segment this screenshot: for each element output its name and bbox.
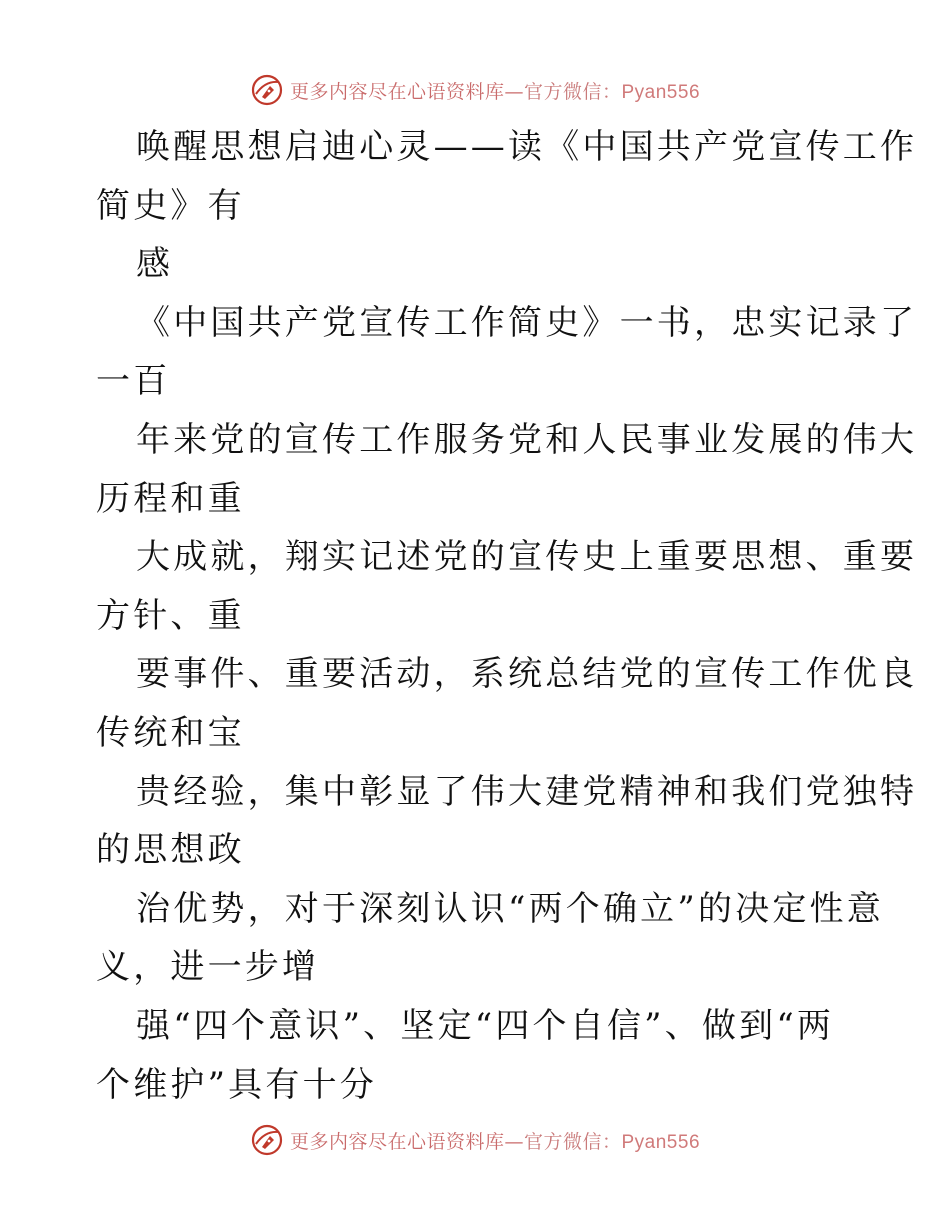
text-line: 传统和宝 xyxy=(96,712,245,753)
text-line: 个维护”具有十分 xyxy=(96,1064,377,1105)
text-line: 的思想政 xyxy=(96,830,245,871)
banner-text: 更多内容尽在心语资料库—官方微信：Pyan556 xyxy=(289,80,701,103)
text-line: 简史》有 xyxy=(96,185,245,226)
text-line: 义，进一步增 xyxy=(96,947,320,988)
text-line: 年来党的宣传工作服务党和人民事业发展的伟大 xyxy=(136,419,918,460)
pen-nib-logo-icon xyxy=(250,73,284,107)
text-line: 治优势，对于深刻认识“两个确立”的决定性意 xyxy=(136,888,884,929)
text-line: 方针、重 xyxy=(96,595,245,636)
text-line: 大成就，翔实记述党的宣传史上重要思想、重要 xyxy=(136,537,918,578)
text-line: 感 xyxy=(136,244,174,285)
header-banner xyxy=(0,70,950,110)
text-line: 一百 xyxy=(96,361,171,402)
text-line: 《中国共产党宣传工作简史》一书，忠实记录了 xyxy=(136,302,918,343)
text-line: 要事件、重要活动，系统总结党的宣传工作优良 xyxy=(136,654,918,695)
footer-banner xyxy=(0,1120,950,1160)
pen-nib-logo-icon xyxy=(250,1123,284,1157)
text-line: 历程和重 xyxy=(96,478,245,519)
text-line: 贵经验，集中彰显了伟大建党精神和我们党独特 xyxy=(136,771,918,812)
text-line: 强“四个意识”、坚定“四个自信”、做到“两 xyxy=(136,1005,835,1046)
banner-text: 更多内容尽在心语资料库—官方微信：Pyan556 xyxy=(289,1130,701,1153)
text-line: 唤醒思想启迪心灵——读《中国共产党宣传工作 xyxy=(136,127,918,167)
document-body xyxy=(96,118,918,1114)
